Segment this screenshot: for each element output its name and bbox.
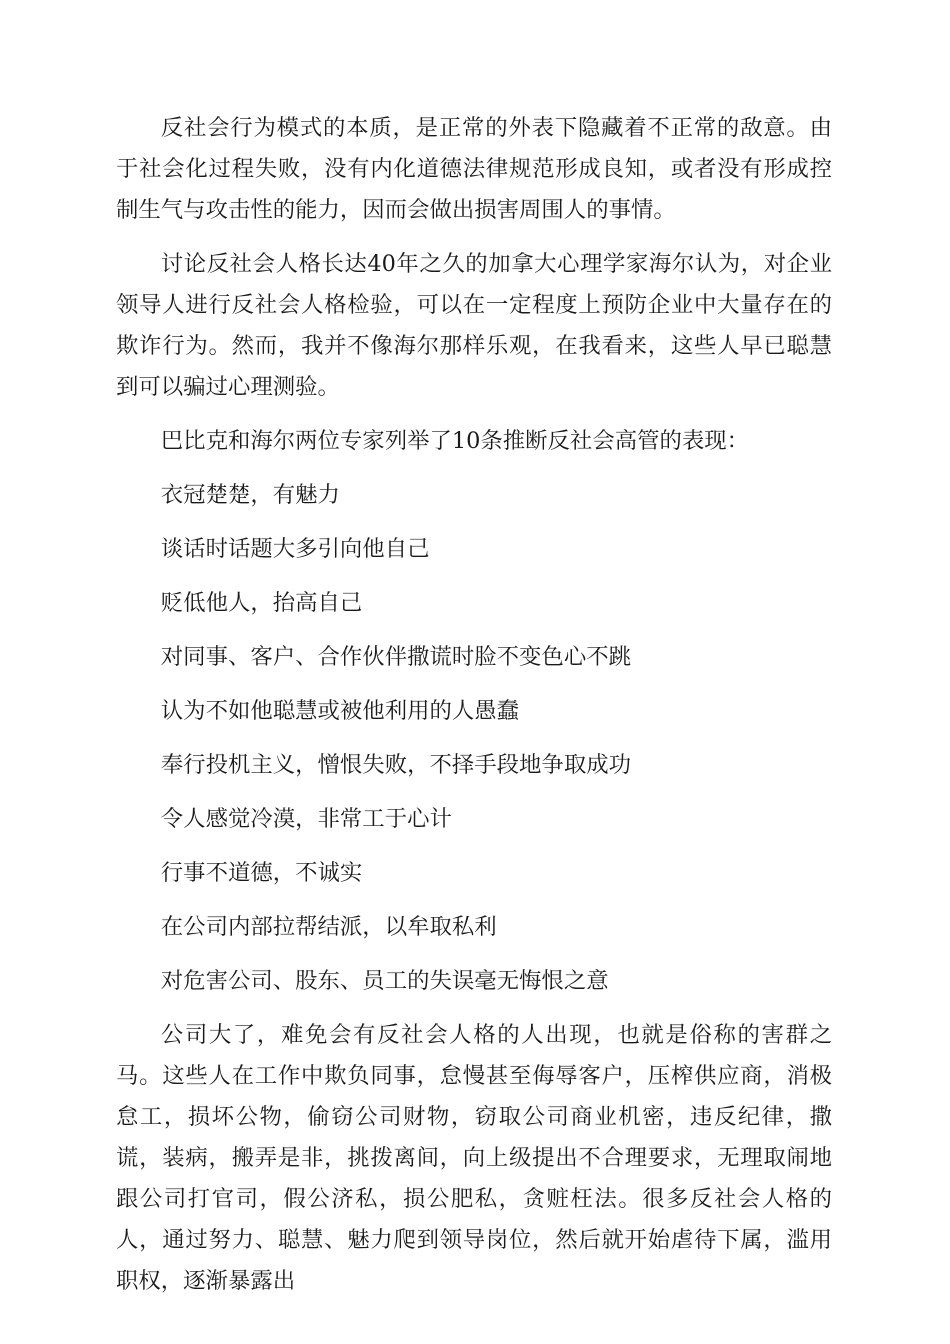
list-item: 奉行投机主义，憎恨失败，不择手段地争取成功 (160, 752, 631, 778)
closing-paragraph: 公司大了，难免会有反社会人格的人出现，也就是俗称的害群之马。这些人在工作中欺负同事，怠慢甚至侮辱客户，压榨供应商，消极怠工，损坏公物，偷窃公司财物，窃取公司商业机密，违反纪律，撒谎，装病，搬弄是非，挑拨离间，向上级提出不合理要求，无理取闹地跟公司打官司，假公济私，损公肥私，贪赃枉法。很多反社会人格的人，通过努力、聪慧、魅力爬到领导岗位，然后就开始虐待下属，滥用职权，逐渐暴露出 (116, 1022, 832, 1294)
list-item: 认为不如他聪慧或被他利用的人愚蠢 (160, 698, 520, 724)
list-item: 衣冠楚楚，有魅力 (160, 482, 340, 508)
list-item: 贬低他人，抬高自己 (160, 590, 363, 616)
traits-list (116, 475, 832, 1002)
paragraph-2: 讨论反社会人格长达40年之久的加拿大心理学家海尔认为，对企业领导人进行反社会人格检验，可以在一定程度上预防企业中大量存在的欺诈行为。然而，我并不像海尔那样乐观，在我看来，这些人早已聪慧到可以骗过心理测验。 (116, 251, 832, 400)
document-page (116, 108, 832, 1315)
list-item: 在公司内部拉帮结派，以牟取私利 (160, 914, 497, 940)
list-item: 对同事、客户、合作伙伴撒谎时脸不变色心不跳 (160, 644, 631, 670)
list-item: 令人感觉冷漠，非常工于心计 (160, 806, 452, 832)
paragraph-3: 巴比克和海尔两位专家列举了10条推断反社会高管的表现： (160, 428, 750, 454)
list-item: 行事不道德，不诚实 (160, 860, 363, 886)
paragraph-1: 反社会行为模式的本质，是正常的外表下隐藏着不正常的敌意。由于社会化过程失败，没有内化道德法律规范形成良知，或者没有形成控制生气与攻击性的能力，因而会做出损害周围人的事情。 (116, 115, 832, 223)
list-item: 谈话时话题大多引向他自己 (160, 536, 430, 562)
list-item: 对危害公司、股东、员工的失误毫无悔恨之意 (160, 968, 609, 994)
